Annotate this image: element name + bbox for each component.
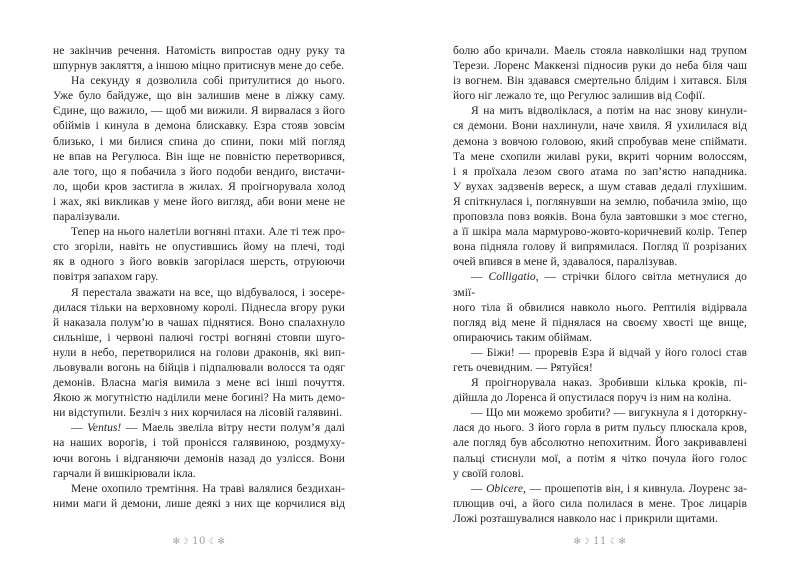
text-line: — Що ми можемо зробити? — вигукнула я і доторкну- — [471, 407, 747, 420]
text-line: — Obicere, — прошепотів він, і я кивнула. Лоуренс за- — [471, 482, 747, 495]
text-line: сто згоріли, навіть не опустившись йому на плечі, тоді — [53, 241, 345, 254]
text-line: ючи вогонь і відганяючи демонів назад до узлісся. Вони — [53, 452, 345, 465]
text-line: із вогнем. Він здавався смертельно блідим і хитався. Біля — [453, 75, 747, 88]
text-line: не закінчив речення. Натомість випростав одну руку та — [53, 45, 345, 57]
page-11-text — [453, 44, 747, 527]
text-line: його ніг лежало те, що Регулюс залишив від Софії. — [453, 90, 706, 103]
text-line: демонів. Власна магія вимила з мене всі інші почуття. — [53, 377, 345, 390]
page-10-footer — [53, 536, 345, 547]
text-line: проповзла повз вояків. Вона була завтовшки з моє стегно, — [453, 211, 747, 224]
paragraph — [53, 225, 345, 285]
text-line: геть очевидним. — Рятуйся! — [453, 361, 593, 374]
text-line: близько, і ми билися спина до спини, поки мій погляд — [53, 135, 345, 148]
text-line: демона з вовчою головою, який спробував мене спіймати. — [453, 135, 747, 148]
text-line: і я проїхала лезом свого атама по зап’ястю нападника. — [453, 165, 747, 178]
text-line: Та мене схопили жилаві руки, вкриті чорним волоссям, — [453, 150, 747, 163]
page-number: 11 — [593, 536, 607, 547]
paragraph — [53, 286, 345, 422]
moon-ornament-left-icon: ✻☽ — [573, 537, 591, 547]
text-line: Тепер на нього налетіли вогняні птахи. Але ті теж про- — [71, 226, 345, 239]
text-line: очей впився в мене й, здавалося, паралізував. — [453, 256, 678, 269]
paragraph — [453, 270, 747, 345]
text-line: Єдине, що важило, — щоб ми вижили. Я вирвалася з його — [53, 105, 345, 118]
paragraph — [453, 104, 747, 270]
paragraph — [53, 44, 345, 74]
paragraph — [53, 421, 345, 481]
text-line: ло, щоби кров застигла в жилах. Я проігнорувала холод — [53, 180, 345, 193]
text-line: У вухах задзвенів вереск, а шум ставав дедалі глухішим. — [453, 180, 747, 193]
paragraph — [53, 482, 345, 512]
moon-ornament-right-icon: ☾✻ — [609, 537, 627, 547]
moon-ornament-left-icon: ✻☽ — [172, 537, 190, 547]
text-line: як в одного з його вовків загорілася шерсть, отруюючи — [53, 256, 345, 269]
text-line: шпурнув закляття, а іншою міцно притиснув мене до себе. — [53, 60, 345, 73]
page-11-footer — [453, 536, 747, 547]
moon-ornament-right-icon: ☾✻ — [208, 537, 226, 547]
text-line: дійшла до Лоренса й опустилася поруч із ним на коліна. — [453, 392, 732, 405]
text-line: але того, що я побачила з його подоби вендиґо, вистачи- — [53, 165, 345, 178]
text-line: повітря запахом гару. — [53, 271, 159, 284]
text-line: Я спіткнулася і, поглянувши на землю, побачила змію, що — [453, 195, 747, 208]
text-line: паралізували. — [53, 211, 121, 224]
paragraph — [453, 482, 747, 527]
text-line: плющив очі, а його сила полилася в мене. Троє лицарів — [453, 497, 747, 510]
page-10 — [53, 44, 345, 579]
page-10-text — [53, 44, 345, 512]
text-line: Я перестала зважати на все, що відбувалося, і зосере- — [71, 286, 345, 299]
text-line: не впав на Регулюса. Він іще не повністю перетворився, — [53, 150, 345, 163]
text-line: Ложі розташувалися навколо нас і прикрили щитами. — [453, 512, 718, 525]
text-line: вона підняла голову й випрямилася. Погляд її розрізаних — [453, 241, 747, 254]
text-line: Я на мить відволіклася, а потім на нас знову кинули- — [471, 105, 747, 118]
page-number: 10 — [192, 536, 206, 547]
paragraph — [453, 376, 747, 406]
text-line: льовували вогонь на бійців і підпалювали волосся та одяг — [53, 361, 345, 374]
text-line: На секунду я дозволила собі притулитися до нього. — [71, 75, 345, 88]
text-line: опираючись таким обіймам. — [453, 331, 593, 344]
text-line: — Ventus! — Маель звеліла вітру нести полум’я далі — [71, 422, 345, 435]
text-line: — Colligatio, — стрічки білого світла метнулися до змії- — [453, 271, 747, 299]
text-line: Я проігнорувала наказ. Зробивши кілька кроків, пі- — [471, 377, 747, 390]
text-line: лася до нього. З його горла в ритм пульсу плюскала кров, — [453, 422, 747, 435]
text-line: сильніше, і червоні палючі гострі вогняні стовпи шуго- — [53, 331, 345, 344]
text-line: ся демони. Вони нахлинули, наче хвиля. Я ухилилася від — [453, 120, 747, 133]
text-line: Якою ж могутністю наділили мене богині? На мить демо- — [53, 392, 345, 405]
text-line: а її шкіра мала мармурово-жовто-коричневий колір. Тепер — [453, 226, 747, 239]
text-line: гарчали й вишкірювали ікла. — [53, 467, 196, 480]
text-line: — Біжи! — проревів Езра й відчай у його голосі став — [471, 346, 747, 359]
paragraph — [453, 406, 747, 481]
text-line: на наших ворогів, і той пронісся галявиною, роздмуху- — [53, 437, 345, 450]
paragraph — [53, 74, 345, 225]
text-line: ного тіла й обвилися навколо нього. Рептилія відірвала — [453, 301, 747, 314]
text-line: Уже було байдуже, що він залишив мене в ліжку саму. — [53, 90, 345, 103]
text-line: і жах, які викликав у мене його вигляд, аби вони мене не — [53, 195, 345, 208]
text-line: нули в небо, перетворилися на голови драконів, які вип- — [53, 346, 345, 359]
text-line: ни відступили. Безліч з них корчилася на лісовій галявині. — [53, 407, 343, 420]
text-line: й наказала полум’ю в чашах піднятися. Воно спалахнуло — [53, 316, 345, 329]
text-line: Мене охопило тремтіння. На траві валялися бездихан- — [71, 482, 345, 495]
text-line: пальці стиснули мої, а потім я чітко почула його голос — [453, 452, 747, 465]
text-line: погляд від мене й піднялася на своєму хвості ще вище, — [453, 316, 747, 329]
page-11 — [453, 44, 747, 579]
paragraph — [453, 346, 747, 376]
text-line: Терези. Лоренс Маккензі підносив руки до неба біля чаш — [453, 60, 747, 73]
text-line: дилася тільки на верховному королі. Піднесла вгору руки — [53, 301, 345, 314]
paragraph — [453, 44, 747, 104]
text-line: але погляд був абсолютно непохитним. Його закривавлені — [453, 437, 747, 450]
text-line: болю або кричали. Маель стояла навколішки над трупом — [453, 45, 747, 57]
text-line: обіймів і кинула в демона блискавку. Езра стояв зовсім — [53, 120, 345, 133]
text-line: ними маги й демони, лише деякі з них ще корчилися від — [53, 497, 345, 510]
text-line: у своїй голові. — [453, 467, 524, 480]
